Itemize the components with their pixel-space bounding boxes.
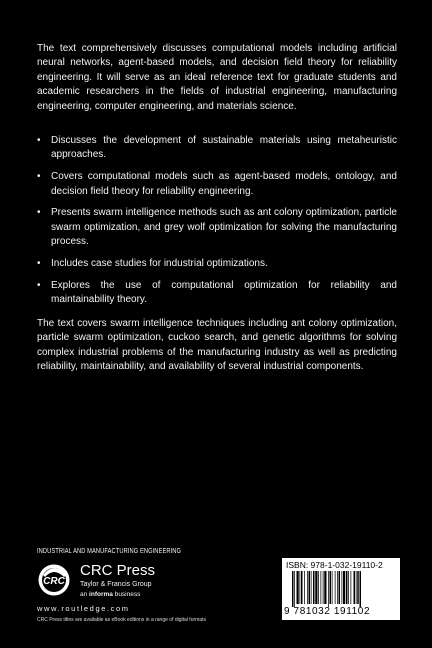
- barcode-bar: [335, 571, 336, 604]
- bullet-icon: •: [37, 171, 41, 183]
- list-item-text: Presents swarm intelligence methods such as ant colony optimization, particle swarm optimization, and grey wolf optimization for solving the manufacturing process.: [51, 207, 397, 248]
- barcode-bar: [342, 571, 343, 604]
- series-label: INDUSTRIAL AND MANUFACTURING ENGINEERING: [37, 548, 182, 555]
- isbn-label: ISBN: 978-1-032-19110-2: [286, 560, 383, 570]
- barcode-bar: [311, 571, 312, 604]
- barcode-bar: [324, 571, 326, 604]
- publisher-name: CRC Press: [80, 562, 156, 579]
- barcode-bar: [351, 571, 352, 604]
- description-paragraph: The text comprehensively discusses computational models including artificial neural networks, agent-based models, and decision field theory for reliability engineering. It will serve as an ideal reference text for graduate students and academic researchers in the fields of industrial engineering, manufacturing engineering, computer engineering, and materials science.: [37, 43, 397, 112]
- bullet-icon: •: [37, 135, 41, 146]
- barcode-bar: [328, 571, 329, 607]
- business-bold: informa: [89, 591, 113, 598]
- publisher-group: Taylor & Francis Group: [80, 581, 152, 588]
- barcode-bar: [297, 571, 299, 604]
- bullet-icon: •: [37, 279, 41, 291]
- list-item-text: Includes case studies for industrial optimizations.: [51, 258, 268, 270]
- barcode-bar: [330, 571, 332, 604]
- barcode-bar: [300, 571, 301, 604]
- crc-logo-icon: [37, 563, 71, 597]
- barcode-bar: [343, 571, 345, 604]
- business-suffix: business: [114, 591, 141, 598]
- isbn-barcode: [282, 558, 400, 620]
- barcode-bar: [304, 571, 305, 604]
- list-item: [37, 279, 397, 308]
- barcode-bar: [309, 571, 311, 604]
- list-item: [37, 134, 397, 163]
- barcode-bars: [286, 571, 396, 607]
- barcode-bar: [321, 571, 322, 604]
- feature-list: [37, 134, 397, 315]
- publisher-business: [80, 591, 140, 599]
- barcode-bar: [346, 571, 348, 604]
- barcode-digits: 9 781032 191102: [284, 606, 371, 617]
- ebook-note: CRC Press titles are available as eBook editions in a range of digital formats: [37, 617, 206, 623]
- list-item-text: Discusses the development of sustainable materials using metaheuristic approaches.: [51, 135, 397, 161]
- barcode-bar: [360, 571, 362, 607]
- list-item: [37, 170, 397, 199]
- list-item-text: Explores the use of computational optimization for reliability and maintainability theory.: [51, 279, 397, 306]
- barcode-bar: [354, 571, 356, 604]
- barcode-bar: [318, 571, 319, 604]
- bullet-icon: •: [37, 207, 41, 219]
- barcode-bar: [323, 571, 324, 604]
- barcode-bar: [357, 571, 359, 604]
- barcode-bar: [301, 571, 303, 604]
- barcode-bar: [294, 571, 295, 607]
- list-item-text: Covers computational models such as agent-based models, ontology, and decision field theory for reliability engineering.: [51, 171, 397, 197]
- website-link[interactable]: www.routledge.com: [37, 604, 130, 613]
- barcode-bar: [332, 571, 333, 604]
- barcode-bar: [337, 571, 338, 604]
- logo-text: CRC: [43, 576, 65, 587]
- closing-paragraph: The text covers swarm intelligence techniques including ant colony optimization, particle swarm optimization, cuckoo search, and genetic algorithms for solving complex industrial problems of the manufacturing industry as well as predicting reliability, maintainability, and availability of several industrial components.: [37, 318, 397, 373]
- business-prefix: an: [80, 591, 88, 598]
- barcode-bar: [313, 571, 315, 604]
- bullet-icon: •: [37, 258, 41, 270]
- list-item: [37, 206, 397, 249]
- barcode-bar: [356, 571, 357, 604]
- barcode-bar: [339, 571, 341, 604]
- barcode-bar: [348, 571, 349, 604]
- barcode-bar: [292, 571, 294, 607]
- barcode-bar: [307, 571, 308, 604]
- barcode-bar: [315, 571, 317, 604]
- list-item: [37, 257, 397, 271]
